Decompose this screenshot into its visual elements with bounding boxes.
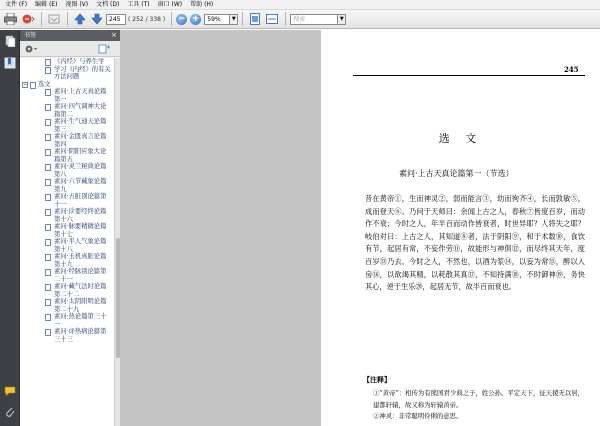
menu-item[interactable]: 帮助 (H) bbox=[190, 0, 214, 8]
bookmark-page-icon bbox=[45, 194, 51, 201]
zoom-input[interactable]: 59% bbox=[204, 14, 230, 25]
bookmark-label: 素问·诊要经终论篇第十六 bbox=[54, 208, 107, 223]
notes-list bbox=[363, 388, 585, 423]
document-page bbox=[321, 30, 600, 426]
bookmarks-panel-header bbox=[20, 30, 120, 41]
bookmark-label: 学习《内经》的有关方法问题 bbox=[54, 65, 111, 80]
toolbar-separator bbox=[242, 12, 243, 26]
bookmark-page-icon bbox=[45, 209, 51, 216]
menu-item[interactable]: 窗口 (W) bbox=[157, 0, 183, 8]
bookmark-page-icon bbox=[45, 119, 51, 126]
bookmark-label: 素问·脉要精微论篇第十七 bbox=[54, 223, 107, 238]
toolbar-separator bbox=[67, 12, 68, 26]
search-dropdown-icon[interactable]: ▼ bbox=[338, 14, 346, 25]
bookmark-label: 素问·藏气法时论篇第二十二 bbox=[54, 283, 107, 298]
section-heading: 选 文 bbox=[438, 132, 483, 145]
bookmark-label: 《内经》与养生学 bbox=[54, 58, 105, 65]
page-thumbnails-icon[interactable] bbox=[4, 35, 16, 47]
zoom-in-icon[interactable]: + bbox=[191, 13, 200, 24]
menu-item[interactable]: 视图 (V) bbox=[65, 0, 89, 8]
bookmarks-toolbar bbox=[20, 41, 120, 57]
page-count-label: ( 252 / 338 ) bbox=[128, 15, 166, 23]
menu-item[interactable]: 工具 (T) bbox=[127, 0, 150, 8]
collapse-toggle-icon[interactable]: − bbox=[23, 80, 29, 88]
bookmark-item[interactable] bbox=[20, 268, 114, 283]
bookmark-label: 素问·上古天真论篇第一 bbox=[54, 88, 107, 103]
bookmark-page-icon bbox=[45, 164, 51, 171]
menu-item[interactable]: 文件 (F) bbox=[5, 0, 28, 8]
close-panel-icon[interactable]: × bbox=[111, 31, 117, 39]
bookmark-page-icon bbox=[45, 284, 51, 291]
hand-tool-icon[interactable] bbox=[46, 12, 61, 27]
bookmark-item[interactable] bbox=[20, 178, 114, 193]
new-bookmark-icon[interactable] bbox=[98, 44, 110, 54]
bookmark-page-icon bbox=[45, 104, 51, 111]
bookmark-item[interactable] bbox=[20, 283, 114, 298]
bookmark-label: 素问·太阴阳明论篇第二十九 bbox=[54, 298, 107, 313]
bookmark-label: 素问·金匮真言论篇第四 bbox=[54, 133, 107, 148]
bookmark-label: 素问·灵兰秘典论篇第八 bbox=[54, 163, 107, 178]
document-viewport[interactable] bbox=[120, 30, 600, 426]
bookmark-item[interactable] bbox=[20, 66, 114, 81]
bookmark-page-icon bbox=[45, 269, 51, 276]
bookmark-label: 素问·热论篇第三十一 bbox=[54, 313, 107, 328]
bookmark-item[interactable] bbox=[20, 163, 114, 178]
bookmarks-panel bbox=[20, 30, 120, 426]
previous-page-icon[interactable] bbox=[72, 12, 87, 27]
bookmark-item[interactable] bbox=[20, 223, 114, 238]
fit-width-icon[interactable] bbox=[264, 12, 279, 27]
body-text: 昔在黄帝①，生而神灵②，弱而能言③，幼而徇齐④，长而敦敏⑤，成而登天⑥。乃问于天师曰：余闻上古之人，春秋⑦皆度百岁，而动作不衰；今时之人，年半百而动作皆衰者，时世异耶？人将失之耶？岐伯对曰：上古之人，其知道⑧者，法于阴阳⑨，和于术数⑩，食饮有节，起居有常，不妄作劳⑪，故能形与神俱⑫，而尽终其天年，度百岁⑬乃去。今时之人，不然也，以酒为浆⑭，以妄为常⑮，醉以入房⑯，以欲竭其精，以耗散其真⑰，不知持满⑱，不时御神⑲，务快其心，逆于生乐⑳，起居无节，故半百而衰也。 bbox=[365, 194, 585, 292]
zoom-out-icon[interactable]: − bbox=[177, 13, 186, 24]
bookmark-label: 素问·四气调神大论篇第二 bbox=[54, 103, 107, 118]
bookmark-label: 素问·经脉别论篇第二十一 bbox=[54, 268, 107, 283]
next-page-icon[interactable] bbox=[89, 12, 104, 27]
notes-label: 【注释】 bbox=[363, 375, 391, 384]
comments-icon[interactable] bbox=[4, 385, 16, 397]
bookmark-label: 素问·玉机真脏论篇第十九 bbox=[54, 253, 107, 268]
navigation-rail bbox=[0, 30, 20, 426]
bookmark-item[interactable] bbox=[20, 148, 114, 163]
search-input[interactable]: 搜索 bbox=[290, 14, 338, 25]
bookmark-item[interactable] bbox=[20, 88, 114, 103]
bookmark-label: 素问·阴阳应象大论篇第五 bbox=[54, 148, 107, 163]
bookmark-page-icon bbox=[45, 299, 51, 306]
bookmark-page-icon bbox=[45, 179, 51, 186]
toolbar bbox=[0, 10, 600, 29]
note-item: ①“黄帝”：相传为有熊国君少典之子，姓公孙。平定天下，征天援无以居，建都轩辕，故又称为轩辕黄帝。 bbox=[373, 389, 585, 409]
toolbar-separator bbox=[285, 12, 286, 26]
page-number-input[interactable]: 245 bbox=[106, 14, 126, 25]
bookmark-label: 素问·平人气象论篇第十八 bbox=[54, 238, 107, 253]
bookmark-label: 素问·五脏别论篇第十一 bbox=[54, 193, 107, 208]
bookmark-label: 素问·六节藏象论篇第九 bbox=[54, 178, 107, 193]
toolbar-separator bbox=[41, 12, 42, 26]
chapter-subtitle: 素问·上古天真论篇第一（节选） bbox=[399, 169, 514, 178]
bookmark-page-icon bbox=[45, 134, 51, 141]
bookmark-page-icon bbox=[45, 89, 51, 96]
bookmark-page-icon bbox=[45, 67, 51, 74]
bookmark-page-icon bbox=[45, 224, 51, 231]
document-background bbox=[120, 30, 321, 426]
share-icon[interactable] bbox=[20, 12, 35, 27]
header-rule bbox=[353, 75, 585, 76]
bookmarks-list bbox=[20, 58, 114, 426]
bookmark-item[interactable] bbox=[20, 328, 114, 343]
attachments-icon[interactable] bbox=[4, 406, 16, 418]
bookmark-label: 素问·评热病论篇第三十三 bbox=[54, 328, 107, 343]
bookmark-item[interactable] bbox=[20, 118, 114, 133]
bookmark-item[interactable] bbox=[20, 253, 114, 268]
bookmark-item[interactable] bbox=[20, 133, 114, 148]
options-icon[interactable] bbox=[24, 44, 38, 54]
bookmark-label: 选文 bbox=[38, 80, 51, 88]
bookmark-item[interactable] bbox=[20, 298, 114, 313]
toolbar-separator bbox=[171, 12, 172, 26]
menu-bar bbox=[0, 0, 600, 10]
bookmarks-icon[interactable] bbox=[4, 57, 16, 69]
menu-item[interactable]: 文档 (D) bbox=[96, 0, 120, 8]
note-item: ②神灵：非常聪明伶俐的意思。 bbox=[373, 412, 463, 420]
bookmark-page-icon bbox=[45, 254, 51, 261]
page-number: 245 bbox=[564, 65, 579, 74]
bookmark-item[interactable] bbox=[20, 208, 114, 223]
bookmark-item[interactable] bbox=[20, 313, 114, 328]
bookmark-item[interactable] bbox=[20, 58, 114, 66]
print-icon[interactable] bbox=[3, 12, 18, 27]
bookmark-item[interactable] bbox=[20, 193, 114, 208]
fit-page-icon[interactable] bbox=[247, 12, 262, 27]
bookmark-page-icon bbox=[45, 314, 51, 321]
zoom-dropdown-icon[interactable]: ▼ bbox=[230, 14, 238, 25]
bookmark-label: 素问·生气通天论篇第三 bbox=[54, 118, 107, 133]
bookmark-item[interactable] bbox=[20, 103, 114, 118]
bookmark-item[interactable] bbox=[20, 81, 114, 89]
bookmark-item[interactable] bbox=[20, 238, 114, 253]
bookmarks-panel-title: 书签 bbox=[24, 32, 37, 39]
bookmark-page-icon bbox=[45, 149, 51, 156]
menu-item[interactable]: 编辑 (E) bbox=[35, 0, 58, 8]
bookmark-page-icon bbox=[45, 239, 51, 246]
bookmark-page-icon bbox=[45, 329, 51, 336]
